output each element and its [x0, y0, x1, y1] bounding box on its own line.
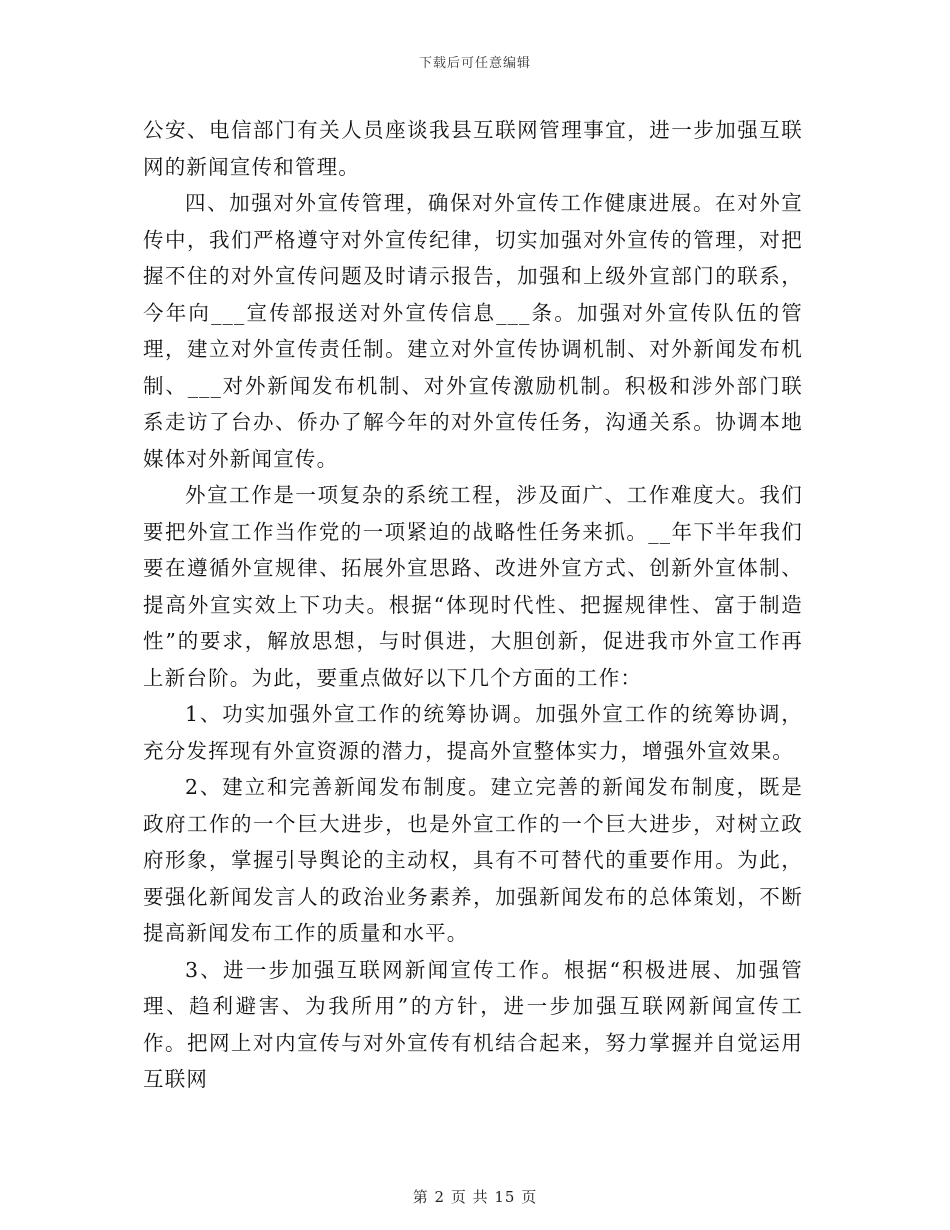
paragraph-item-3: 3、进一步加强互联网新闻宣传工作。根据“积极进展、加强管理、趋利避害、为我所用”的方针，进一步加强互联网新闻宣传工作。把网上对内宣传与对外宣传有机结合起来，努力掌握并自觉运用互联网 — [143, 957, 803, 1091]
paragraph-continuation: 公安、电信部门有关人员座谈我县互联网管理事宜，进一步加强互联网的新闻宣传和管理。 — [143, 118, 803, 179]
paragraph-overview: 外宣工作是一项复杂的系统工程，涉及面广、工作难度大。我们要把外宣工作当作党的一项紧迫的战略性任务来抓。__年下半年我们要在遵循外宣规律、拓展外宣思路、改进外宣方式、创新外宣体制、提高外宣实效上下功夫。根据“体现时代性、把握规律性、富于制造性”的要求，解放思想，与时俱进，大胆创新，促进我市外宣工作再上新台阶。为此，要重点做好以下几个方面的工作： — [143, 483, 803, 690]
paragraph-section-four: 四、加强对外宣传管理，确保对外宣传工作健康进展。在对外宣传中，我们严格遵守对外宣传纪律，切实加强对外宣传的管理，对把握不住的对外宣传问题及时请示报告，加强和上级外宣部门的联系，今年向___宣传部报送对外宣传信息___条。加强对外宣传队伍的管理，建立对外宣传责任制。建立对外宣传协调机制、对外新闻发布机制、___对外新闻发布机制、对外宣传激励机制。积极和涉外部门联系走访了台办、侨办了解今年的对外宣传任务，沟通关系。协调本地媒体对外新闻宣传。 — [143, 191, 803, 471]
page-number: 第 2 页 共 15 页 — [412, 1188, 538, 1206]
paragraph-item-2: 2、建立和完善新闻发布制度。建立完善的新闻发布制度，既是政府工作的一个巨大进步，也是外宣工作的一个巨大进步，对树立政府形象，掌握引导舆论的主动权，具有不可替代的重要作用。为此，要强化新闻发言人的政治业务素养，加强新闻发布的总体策划，不断提高新闻发布工作的质量和水平。 — [143, 775, 803, 945]
page-header-note: 下载后可任意编辑 — [418, 56, 531, 71]
document-body — [143, 112, 803, 1098]
paragraph-item-1: 1、功实加强外宣工作的统筹协调。加强外宣工作的统筹协调，充分发挥现有外宣资源的潜力，提高外宣整体实力，增强外宣效果。 — [143, 702, 803, 763]
